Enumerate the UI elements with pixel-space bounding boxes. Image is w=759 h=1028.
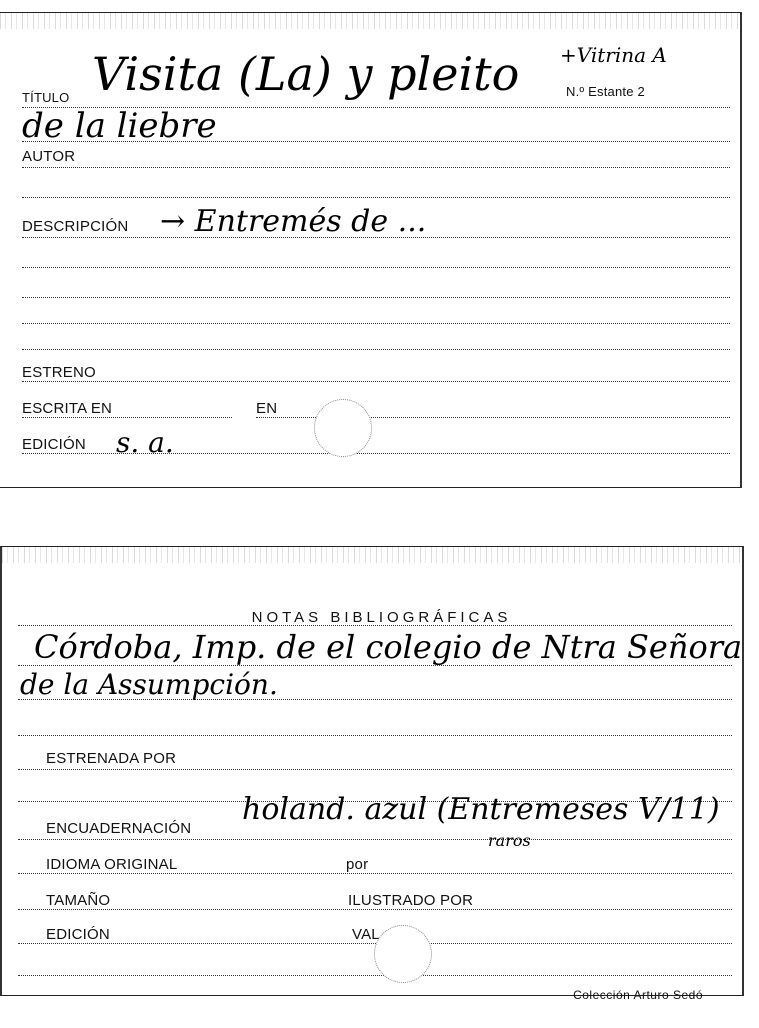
idioma-rule [18, 873, 732, 874]
notas-rule-1 [18, 625, 732, 626]
ilustrado-por-label: ILUSTRADO POR [348, 892, 474, 909]
catalog-card-back [0, 546, 744, 996]
escrita-en-label: ESCRITA EN [22, 400, 113, 417]
raros-handwritten: raros [488, 831, 531, 850]
collection-footer: Colección Arturo Sedó [573, 988, 703, 1002]
edicion-back-label: EDICIÓN [46, 926, 110, 943]
en-label: EN [256, 400, 278, 417]
descripcion-rule-4 [22, 323, 730, 324]
tamano-label: TAMAÑO [46, 892, 111, 909]
punch-hole [374, 925, 432, 983]
estreno-rule [22, 381, 730, 382]
autor-rule [22, 167, 730, 168]
por-label: por [346, 856, 369, 873]
descripcion-rule-5 [22, 349, 730, 350]
encuadernacion-handwritten: holand. azul (Entremeses V/11) [242, 792, 720, 827]
tamano-rule [18, 909, 732, 910]
catalog-card-front [0, 12, 742, 488]
estante-text: N.º Estante 2 [566, 84, 645, 99]
descripcion-rule-2 [22, 267, 730, 268]
notas-handwritten-line2: de la Assumpción. [20, 668, 278, 701]
encuadernacion-rule [18, 839, 732, 840]
edicion-handwritten: s. a. [116, 426, 174, 459]
notas-rule-3 [18, 699, 732, 700]
descripcion-label: DESCRIPCIÓN [22, 218, 129, 235]
punch-hole [314, 399, 372, 457]
escrita-en-rule [22, 417, 232, 418]
titulo-label: TÍTULO [22, 90, 70, 105]
titulo-handwritten-line1: Visita (La) y pleito [92, 47, 520, 101]
estreno-label: ESTRENO [22, 364, 96, 381]
bottom-rule [18, 975, 732, 976]
titulo-handwritten-line2: de la liebre [22, 106, 217, 146]
estante-label [566, 85, 645, 98]
notas-rule-2 [18, 665, 732, 666]
autor-label: AUTOR [22, 148, 76, 165]
notas-bibliograficas-title: NOTAS BIBLIOGRÁFICAS [251, 609, 512, 626]
val-label: VAL [352, 926, 380, 943]
notas-rule-4 [18, 735, 732, 736]
autor-rule-2 [22, 197, 730, 198]
notas-handwritten-line1: Córdoba, Imp. de el colegio de Ntra Señora [34, 628, 743, 666]
estrenada-rule [18, 769, 732, 770]
idioma-original-label: IDIOMA ORIGINAL [46, 856, 178, 873]
descripcion-handwritten: → Entremés de ... [160, 204, 427, 239]
estrenada-por-label: ESTRENADA POR [46, 750, 177, 767]
edicion-label: EDICIÓN [22, 436, 86, 453]
card-edge-speckle [2, 547, 742, 563]
encuadernacion-label: ENCUADERNACIÓN [46, 820, 192, 837]
card-edge-speckle [0, 13, 740, 29]
vitrina-handwritten: +Vitrina A [560, 43, 667, 67]
descripcion-rule-3 [22, 297, 730, 298]
